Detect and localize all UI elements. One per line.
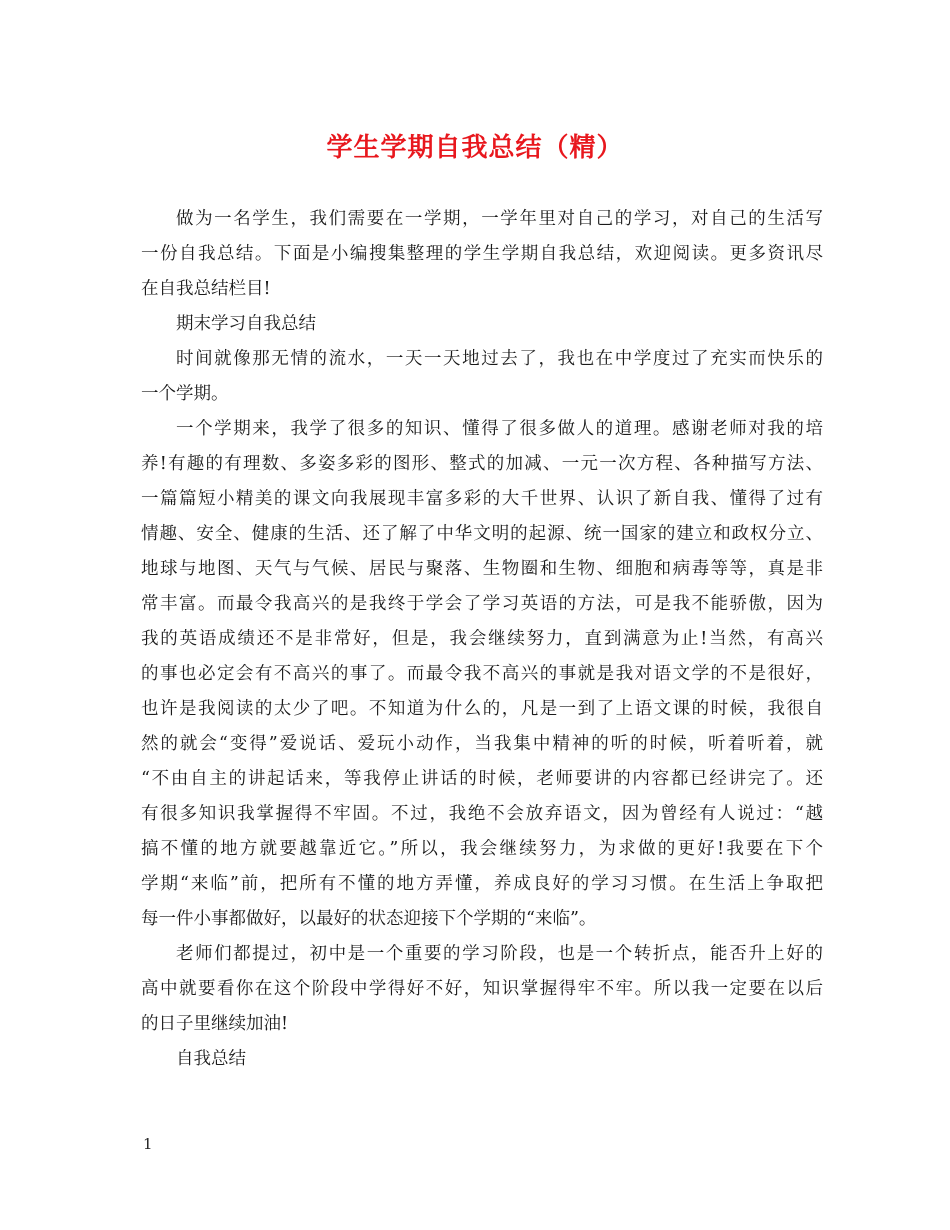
- text-line: 在自我总结栏目!: [141, 279, 271, 299]
- text-line: 一个学期。: [141, 384, 229, 404]
- text-line: 有很多知识我掌握得不牢固。不过，我绝不会放弃语文，因为曾经有人说过：“越: [141, 804, 823, 824]
- text-line: “不由自主的讲起话来，等我停止讲话的时候，老师要讲的内容都已经讲完了。还: [141, 769, 823, 789]
- text-line: 高中就要看你在这个阶段中学得好不好，知识掌握得牢不牢。所以我一定要在以后: [141, 979, 823, 999]
- text-line: 一个学期来，我学了很多的知识、懂得了很多做人的道理。感谢老师对我的培: [176, 419, 823, 439]
- text-line: 学期“来临”前，把所有不懂的地方弄懂，养成良好的学习习惯。在生活上争取把: [141, 874, 823, 894]
- text-line: 情趣、安全、健康的生活、还了解了中华文明的起源、统一国家的建立和政权分立、: [141, 524, 823, 544]
- text-line: 一份自我总结。下面是小编搜集整理的学生学期自我总结，欢迎阅读。更多资讯尽: [141, 244, 823, 264]
- text-line: 做为一名学生，我们需要在一学期，一学年里对自己的学习，对自己的生活写: [176, 209, 823, 229]
- text-line: 的事也必定会有不高兴的事了。而最令我不高兴的事就是我对语文学的不是很好，: [141, 664, 823, 684]
- text-line: 老师们都提过，初中是一个重要的学习阶段，也是一个转折点，能否升上好的: [176, 944, 823, 964]
- text-line: 地球与地图、天气与气候、居民与聚落、生物圈和生物、细胞和病毒等等，真是非: [141, 559, 823, 579]
- section-heading: 自我总结: [176, 1049, 246, 1069]
- text-line: 然的就会“变得”爱说话、爱玩小动作，当我集中精神的听的时候，听着听着，就: [141, 734, 823, 754]
- page-number: 1: [143, 1135, 153, 1153]
- text-line: 搞不懂的地方就要越靠近它。”所以，我会继续努力，为求做的更好!我要在下个: [141, 839, 823, 859]
- text-line: 的日子里继续加油!: [141, 1014, 289, 1034]
- text-line: 养!有趣的有理数、多姿多彩的图形、整式的加减、一元一次方程、各种描写方法、: [141, 454, 823, 474]
- document-body: [141, 202, 823, 1077]
- text-line: 一篇篇短小精美的课文向我展现丰富多彩的大千世界、认识了新自我、懂得了过有: [141, 489, 823, 509]
- text-line: 每一件小事都做好，以最好的状态迎接下个学期的“来临”。: [141, 909, 597, 929]
- text-line: 常丰富。而最令我高兴的是我终于学会了学习英语的方法，可是我不能骄傲，因为: [141, 594, 823, 614]
- text-line: 也许是我阅读的太少了吧。不知道为什么的，凡是一到了上语文课的时候，我很自: [141, 699, 823, 719]
- document-title: 学生学期自我总结（精）: [326, 133, 624, 163]
- section-heading: 期末学习自我总结: [176, 314, 316, 334]
- text-line: 我的英语成绩还不是非常好，但是，我会继续努力，直到满意为止!当然，有高兴: [141, 629, 823, 649]
- text-line: 时间就像那无情的流水，一天一天地过去了，我也在中学度过了充实而快乐的: [176, 349, 823, 369]
